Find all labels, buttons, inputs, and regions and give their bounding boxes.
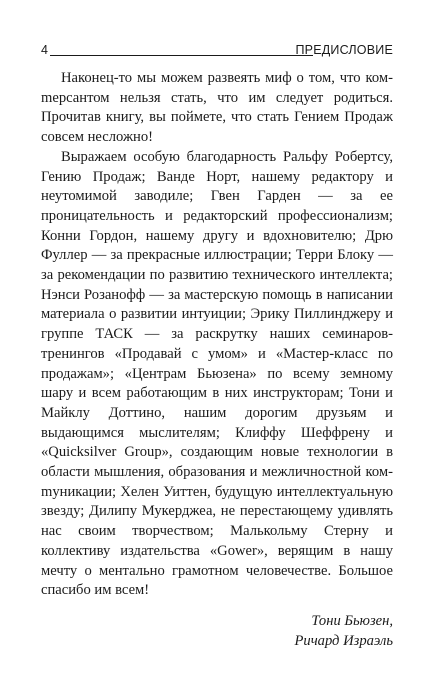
author-name-1: Тони Бьюзен, <box>311 612 393 629</box>
signature <box>41 611 393 651</box>
acknowledgements-paragraph: Выражаем особую благодарность Ральфу Робертсу, Гению Продаж; Ванде Норт, нашему редактору и неутомимой заводиле; Гвен Гарден — за ее проницательность и редакторский профессионализм; Конни Гордон, нашему другу и вдохновителю; Дрю Фуллер — за прекрасные иллюстрации; Терри Блоку — за рекомендации по развитию технического интеллекта; Нэнси Розанофф — за мастерскую помощь в написании материала о развитии интуиции; Эрику Пиллинджеру и группе ТАСК — за раскрутку наших семинаров-тренингов «Продавай с умом» и «Мастер-класс по продажам»; «Центрам Бьюзена» по всему земному шару и всем работающим в них инструкторам; Тони и Майклу Доттино, нашим дорогим друзьям и выдающимся мыслителям; Клиффу Шеффрену и «Quicksilver Group», создающим новые технологии в области мышления, образования и межличностной комmуникации; Хелен Уиттен, будущую интеллектуальную звезду; Дилипу Мукерджеа, не перестающему удивлять нас своим творчеством; Малькольму Стерну и коллективу издательства «Gower», верящим в нашу мечту о ментально грамотном человечестве. Большое спасибо им всем! <box>41 148 393 599</box>
header-rule <box>50 55 313 56</box>
author-name-2: Ричард Израэль <box>294 632 393 649</box>
book-page <box>41 0 393 700</box>
page-number: 4 <box>41 43 48 57</box>
running-head <box>41 41 393 59</box>
body-text <box>41 69 393 651</box>
intro-paragraph: Наконец-то мы можем развеять миф о том, что комmерсантом нельзя стать, что им следует родиться. Прочитав книгу, вы поймете, что стать Гением Продаж совсем несложно! <box>41 70 393 146</box>
section-title: ПРЕДИСЛОВИЕ <box>295 43 393 57</box>
